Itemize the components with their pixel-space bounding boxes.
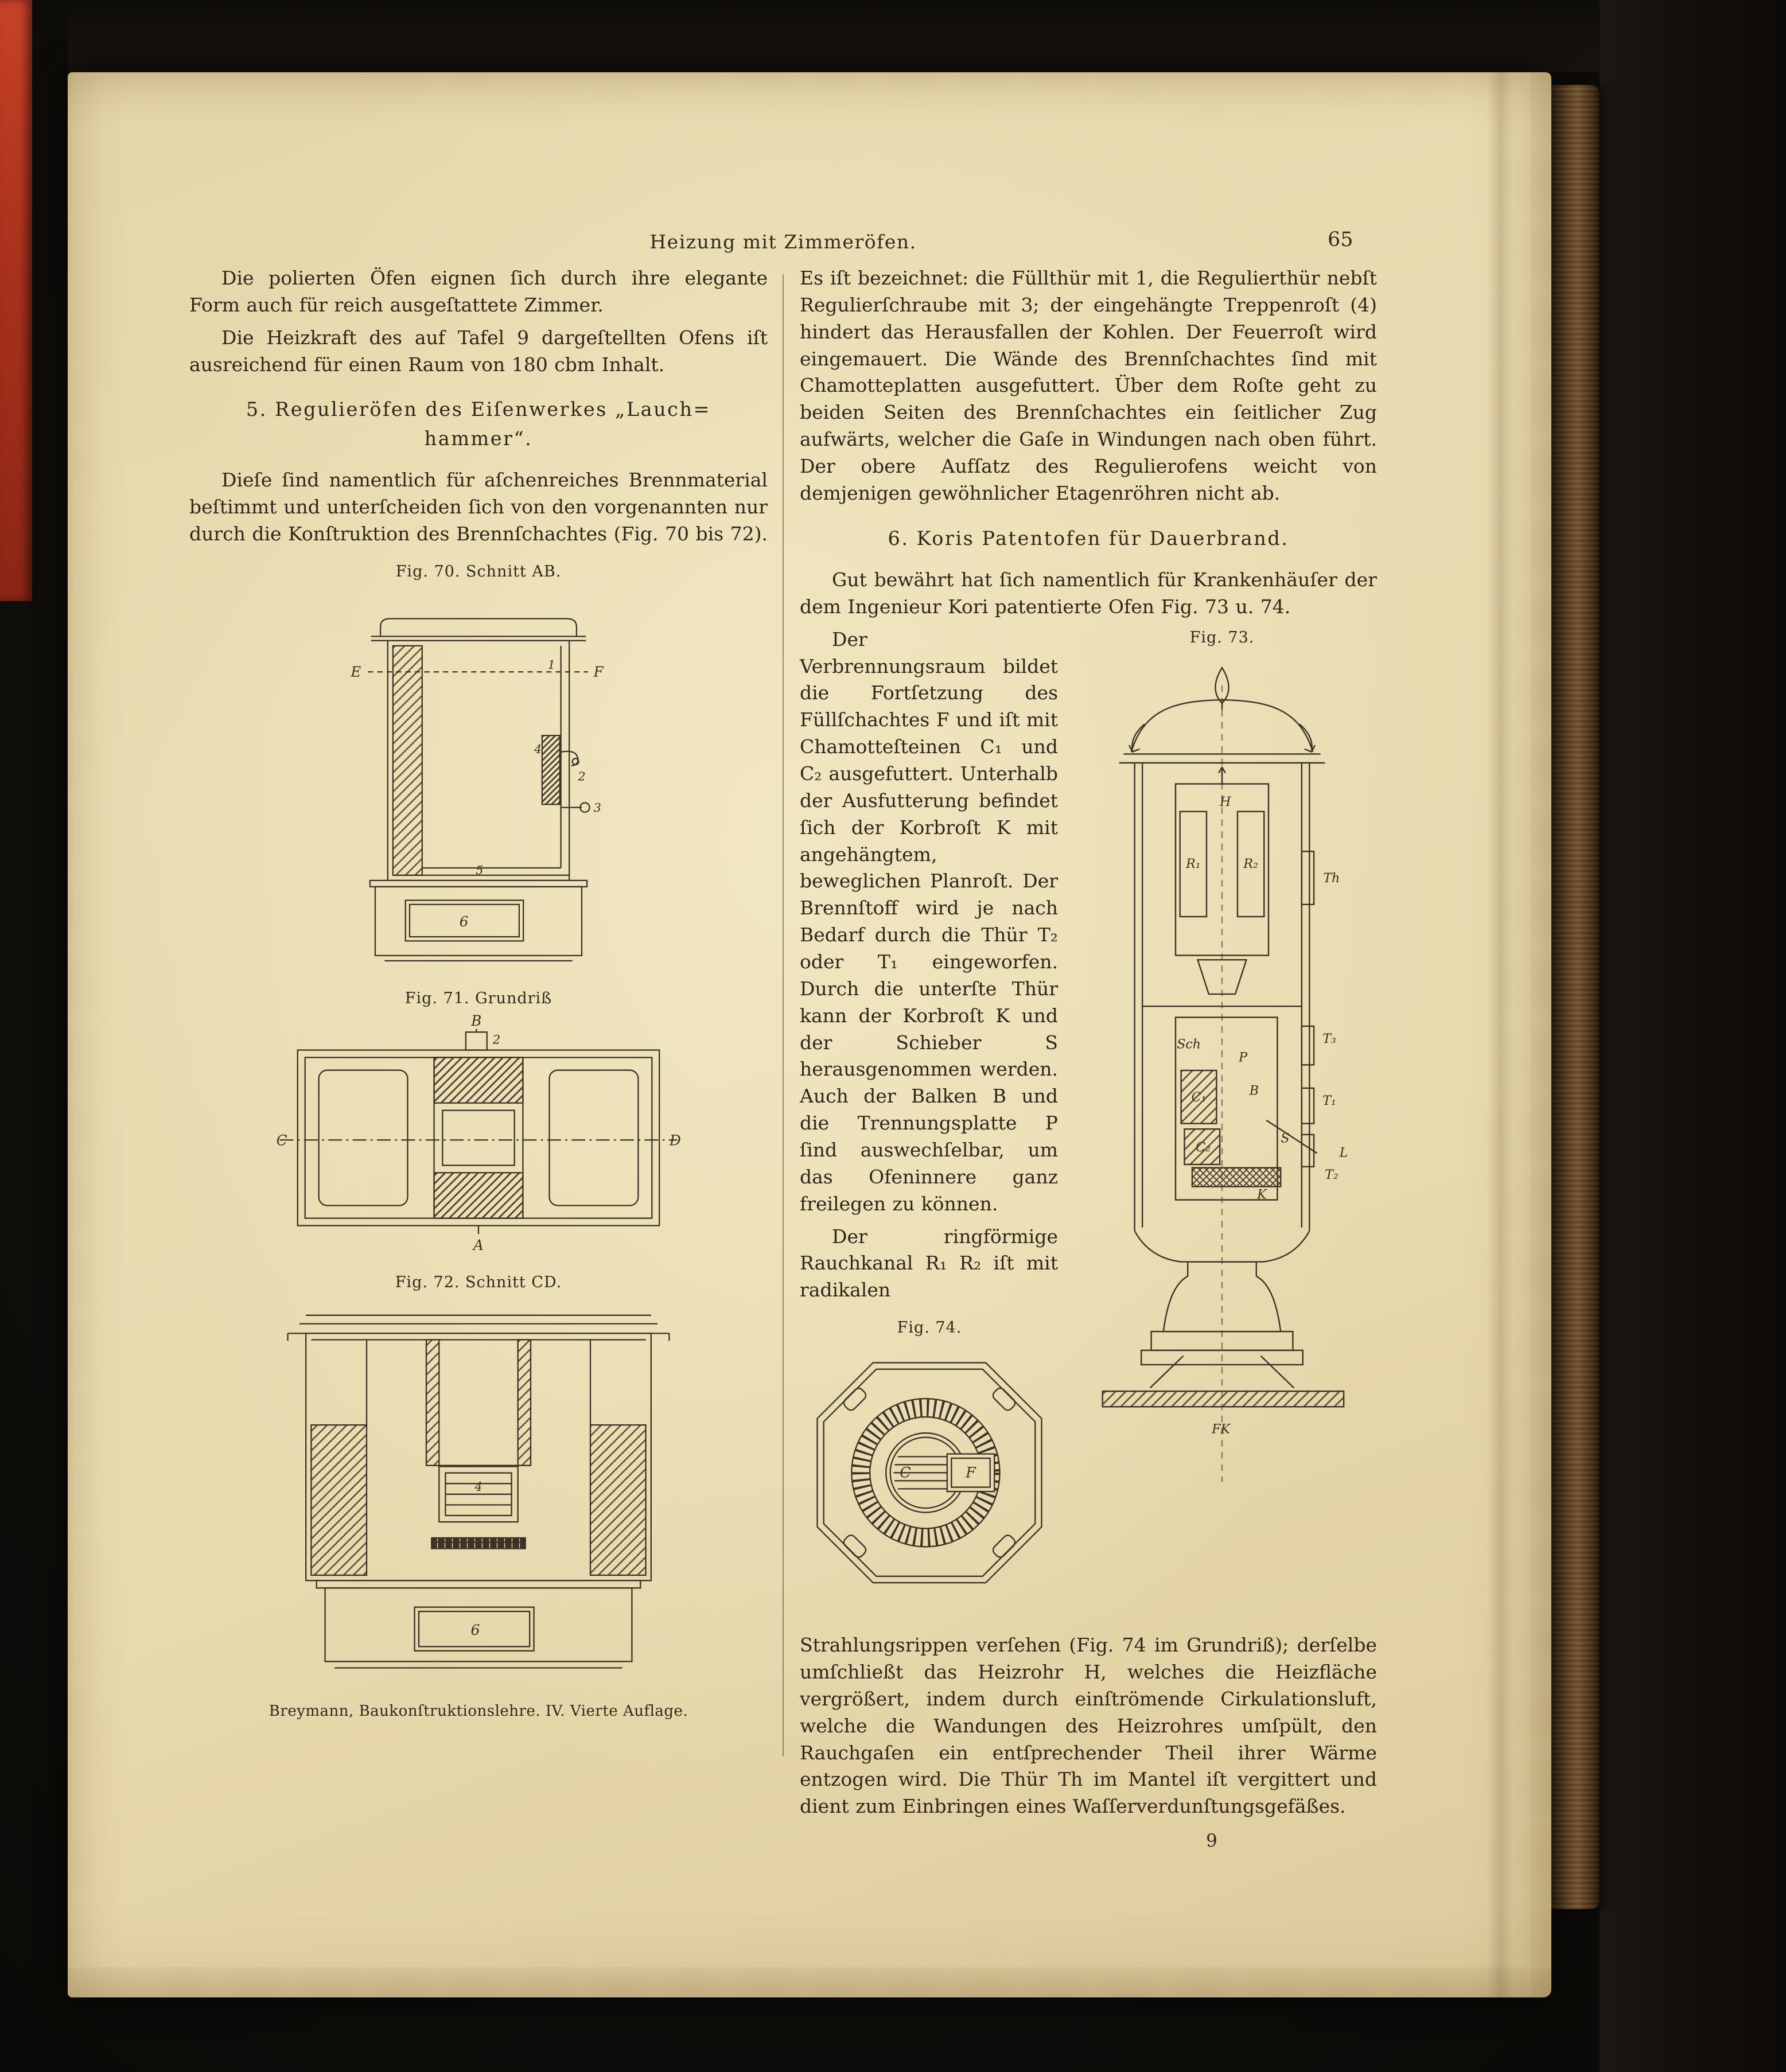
fig73-label-b: B (1249, 1083, 1259, 1099)
figure-73-caption: Fig. 73. (1189, 628, 1255, 646)
fig70-label-e: E (351, 663, 361, 680)
fig73-label-sch: Sch (1177, 1037, 1201, 1052)
figure-74-caption: Fig. 74. (897, 1319, 962, 1337)
section-heading-6: 6. Koris Patentofen für Dauerbrand. (888, 527, 1289, 550)
fig74-label-c: C (900, 1464, 911, 1481)
book-cover-right (1600, 0, 1786, 2072)
fig73-label-p: P (1239, 1050, 1248, 1065)
fig73-label-h: H (1220, 794, 1231, 809)
fig71-label-d: D (669, 1131, 681, 1148)
book-cover-top (68, 0, 1617, 72)
paragraph: Der Verbrennungsraum bildet die Fortſetzung des Füllſchachtes F und iſt mit Chamotteſteinen C₁ und C₂ ausgefuttert. Unterhalb der Ausfutterung befindet ſich der Korbroſt K mit angehängtem, beweglichen Planroſt. Der Brennſtoff wird je nach Bedarf durch die Thür T₂ oder T₁ eingeworfen. Durch die unterſte Thür kann der Korbroſt K und der Schieber S herausgenommen werden. Auch der Balken B und die Trennungsplatte P ſind auswechſelbar, um das Ofeninnere ganz freilegen zu können. (800, 628, 1058, 1215)
paragraph: Der ringförmige Rauchkanal R₁ R₂ iſt mit radikalen (800, 1225, 1058, 1302)
fig73-label-c2: C₂ (1196, 1139, 1211, 1155)
sheet-signature-number: 9 (1206, 1830, 1217, 1852)
figure-71 (189, 990, 768, 1259)
fig74-label-f: F (966, 1464, 976, 1481)
paragraph: Dieſe ſind namentlich für aſchenreiches Brennmaterial beſtimmt und unterſcheiden ſich von den vorgenannten nur durch die Konſtruktion des Brennſchachtes (Fig. 70 bis 72). (189, 468, 768, 545)
book-page (68, 72, 1551, 1997)
fig70-label-f: F (593, 663, 604, 680)
figure-71-drawing-stove-plan (272, 1013, 685, 1256)
page-number: 65 (1328, 228, 1353, 251)
fig71-label-c: C (276, 1131, 287, 1148)
fig73-label-r2: R₂ (1243, 856, 1258, 871)
red-calibration-strip (0, 0, 32, 601)
column-divider-rule (783, 274, 784, 1756)
figure-73 (1067, 629, 1377, 1506)
fig73-label-fk: FK (1212, 1421, 1231, 1437)
fig70-label-3: 3 (593, 800, 601, 815)
fig70-label-6: 6 (459, 913, 469, 930)
section-heading-5 (189, 395, 768, 453)
figure-74-drawing-kori-stove-plan (803, 1342, 1056, 1600)
running-title: Heizung mit Zimmeröfen. (649, 231, 917, 253)
figure-72 (189, 1273, 768, 1683)
figure-70 (189, 563, 768, 975)
paragraph: Strahlungsrippen verſehen (Fig. 74 im Grundriß); derſelbe umſchließt das Heizrohr H, welches die Heizfläche vergrößert, indem durch einſtrömende Cirkulationsluft, welche die Wandungen des Heizrohres umſpült, den Rauchgaſen ein entſprechender Theil ihrer Wärme entzogen wird. Die Thür Th im Mantel iſt vergittert und dient zum Einbringen eines Waſſerverdunſtungsgefäßes. (800, 1634, 1377, 1818)
figure-73-drawing-kori-stove-section (1067, 652, 1377, 1504)
left-column (189, 265, 768, 1720)
fig73-label-t2: T₂ (1325, 1167, 1338, 1182)
fig70-label-4: 4 (534, 742, 542, 756)
figure-74 (801, 1319, 1059, 1602)
fig71-label-b: B (471, 1012, 482, 1029)
fig73-label-k: K (1257, 1187, 1267, 1202)
paragraph: Es iſt bezeichnet: die Füllthür mit 1, die Regulierthür nebſt Regulierſchraube mit 3; der eingehängte Treppenroſt (4) hindert das Herausfallen der Kohlen. Der Feuerroſt wird eingemauert. Die Wände des Brennſchachtes ſind mit Chamotteplatten ausgefuttert. Über dem Roſte geht zu beiden Seiten des Brennſchachtes ein ſeitlicher Zug aufwärts, welcher die Gaſe in Windungen nach oben führt. Der obere Aufſatz des Regulierofens weicht von demjenigen gewöhnlicher Etagenröhren nicht ab. (800, 267, 1377, 504)
figure-71-caption: Fig. 71. Grundriß (404, 989, 552, 1007)
fig72-label-4: 4 (474, 1479, 483, 1494)
paragraph: Die Heizkraft des auf Tafel 9 dargeſtellten Ofens iſt ausreichend für einen Raum von 180 cbm Inhalt. (189, 326, 768, 376)
page-curvature-shadow (1487, 72, 1513, 1997)
section-heading-line: hammer“. (424, 427, 533, 450)
figure-70-drawing-stove-section-ab (306, 586, 651, 972)
fig71-label-2: 2 (492, 1031, 501, 1046)
fig70-label-1: 1 (547, 657, 555, 672)
fig73-label-r1: R₁ (1186, 856, 1201, 871)
book-fore-edge (1551, 85, 1600, 1909)
paragraph: Gut bewährt hat ſich namentlich für Krankenhäuſer der dem Ingenieur Kori patentierte Ofen Fig. 73 u. 74. (800, 568, 1377, 618)
fig71-label-a: A (473, 1236, 484, 1253)
figure-72-caption: Fig. 72. Schnitt CD. (395, 1273, 562, 1291)
fig73-label-t3: T₃ (1322, 1031, 1336, 1046)
right-column (800, 265, 1377, 1851)
fig73-label-l: L (1339, 1145, 1348, 1160)
figure-72-drawing-stove-section-cd (255, 1297, 702, 1681)
fig73-label-th: Th (1323, 870, 1340, 886)
paragraph: Die polierten Öfen eignen ſich durch ihre elegante Form auch für reich ausgeſtattete Zimmer. (189, 267, 768, 316)
fig72-label-6: 6 (470, 1621, 480, 1638)
figure-70-caption: Fig. 70. Schnitt AB. (395, 562, 562, 581)
fig73-label-s: S (1281, 1131, 1290, 1146)
imprint-line: Breymann, Baukonſtruktionslehre. IV. Vierte Auflage. (269, 1702, 688, 1720)
fig73-label-c1: C₁ (1191, 1089, 1207, 1105)
fig73-label-t1: T₁ (1322, 1093, 1336, 1108)
fig70-label-5: 5 (476, 863, 484, 877)
fig70-label-2: 2 (578, 769, 586, 783)
section-heading-line: 5. Regulieröfen des Eiſenwerkes „Lauch= (246, 398, 711, 421)
